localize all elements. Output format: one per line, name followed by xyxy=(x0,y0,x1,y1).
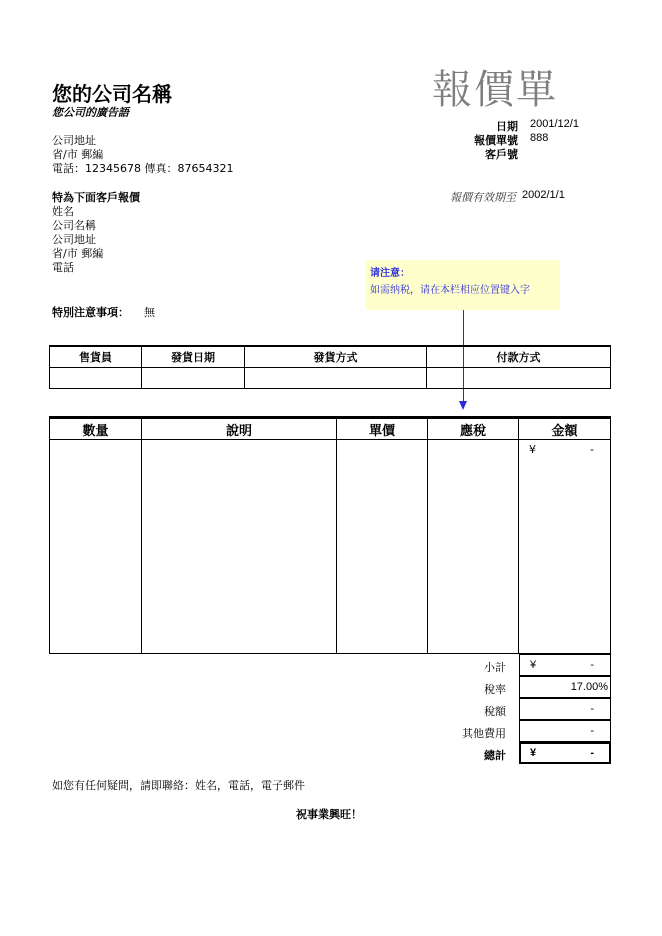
customer-number-label: 客戶號 xyxy=(485,148,518,161)
ship-date-cell[interactable] xyxy=(142,367,245,388)
customer-heading: 特為下面客戶報價 xyxy=(52,191,140,204)
unit-price-cell[interactable] xyxy=(337,440,428,654)
tax-note-callout xyxy=(366,260,560,310)
tax-note-title: 请注意： xyxy=(370,268,410,279)
closing-line: 祝事業興旺！ xyxy=(296,808,362,821)
tax-rate-value: 17.00% xyxy=(570,681,608,693)
subtotal-currency: ¥ xyxy=(530,659,537,671)
special-notes-value: 無 xyxy=(144,306,155,319)
description-cell[interactable] xyxy=(142,440,337,654)
shipping-data-row xyxy=(50,367,611,388)
tax-amount-label: 稅額 xyxy=(484,705,506,718)
company-phone: 電話：12345678 傳真：87654321 xyxy=(52,162,234,175)
customer-city: 省/市 郵編 xyxy=(52,247,104,260)
header-amount: 金額 xyxy=(519,418,611,440)
tax-amount-box[interactable] xyxy=(519,698,611,720)
shipping-table xyxy=(49,345,611,389)
quantity-cell[interactable] xyxy=(50,440,142,654)
quote-number-label: 報價單號 xyxy=(474,134,518,147)
note-arrow-head xyxy=(459,401,467,410)
amount-value: - xyxy=(590,443,594,456)
header-unit-price: 單價 xyxy=(337,418,428,440)
valid-until-label: 報價有效期至 xyxy=(450,191,516,204)
amount-currency: ¥ xyxy=(529,443,536,456)
tax-note-text: 如需纳税，请在本栏相应位置键入字 xyxy=(370,285,530,296)
company-city: 省/市 郵編 xyxy=(52,148,104,161)
items-body-row xyxy=(50,440,611,654)
other-fees-box[interactable] xyxy=(519,720,611,742)
other-fees-label: 其他費用 xyxy=(462,727,506,740)
header-ship-method: 發貨方式 xyxy=(245,346,427,367)
date-label: 日期 xyxy=(496,120,518,133)
company-address: 公司地址 xyxy=(52,134,96,147)
header-description: 說明 xyxy=(142,418,337,440)
customer-address: 公司地址 xyxy=(52,233,96,246)
total-label: 總計 xyxy=(484,749,506,762)
items-header-row xyxy=(50,418,611,440)
total-currency: ¥ xyxy=(530,747,537,759)
date-value: 2001/12/1 xyxy=(530,118,579,130)
payment-method-cell[interactable] xyxy=(427,367,611,388)
quote-number-value: 888 xyxy=(530,132,549,144)
ship-method-cell[interactable] xyxy=(245,367,427,388)
salesperson-cell[interactable] xyxy=(50,367,142,388)
header-quantity: 數量 xyxy=(50,418,142,440)
total-box[interactable] xyxy=(519,742,611,764)
taxable-cell[interactable] xyxy=(428,440,519,654)
customer-name: 姓名 xyxy=(52,205,74,218)
company-slogan: 您公司的廣告語 xyxy=(52,106,129,119)
header-taxable: 應稅 xyxy=(428,418,519,440)
subtotal-value: - xyxy=(590,659,594,671)
customer-phone: 電話 xyxy=(52,261,74,274)
subtotal-box[interactable] xyxy=(519,654,611,676)
items-table xyxy=(49,416,611,654)
header-payment-method: 付款方式 xyxy=(427,346,611,367)
subtotal-label: 小計 xyxy=(484,661,506,674)
header-salesperson: 售貨員 xyxy=(50,346,142,367)
shipping-header-row xyxy=(50,346,611,367)
document-title: 報價單 xyxy=(432,67,558,113)
total-value: - xyxy=(590,747,594,759)
tax-amount-value: - xyxy=(590,703,594,715)
tax-rate-label: 稅率 xyxy=(484,683,506,696)
special-notes-label: 特別注意事項： xyxy=(52,306,129,319)
customer-company: 公司名稱 xyxy=(52,219,96,232)
valid-until-value: 2002/1/1 xyxy=(522,189,565,201)
tax-rate-box[interactable] xyxy=(519,676,611,698)
amount-cell[interactable] xyxy=(519,440,611,654)
company-name: 您的公司名稱 xyxy=(52,82,172,106)
contact-line: 如您有任何疑問，請即聯絡：姓名，電話，電子郵件 xyxy=(52,779,305,792)
other-fees-value: - xyxy=(590,725,594,737)
header-ship-date: 發貨日期 xyxy=(142,346,245,367)
